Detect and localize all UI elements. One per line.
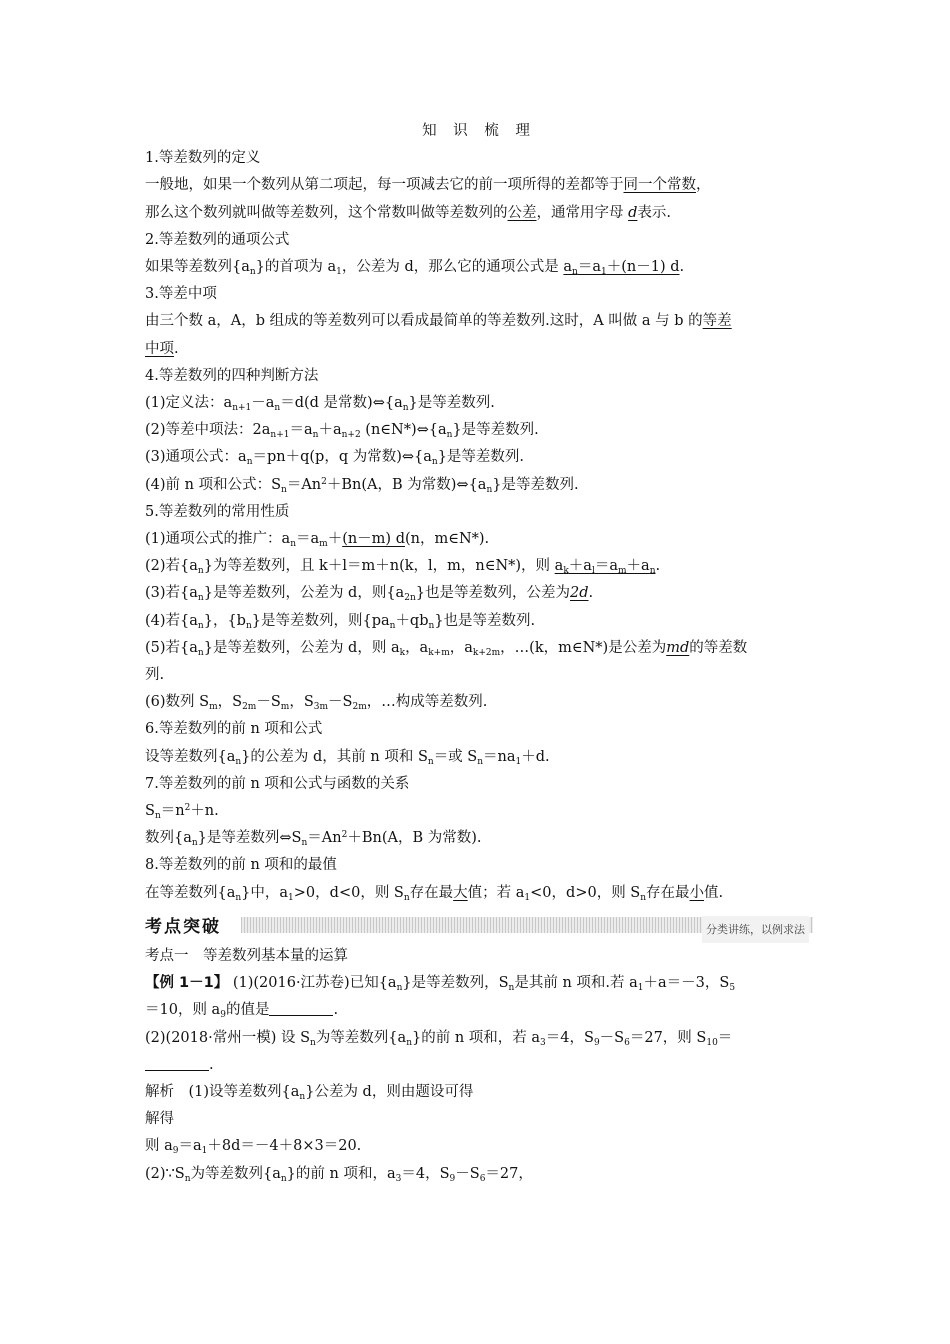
list-item: (3)若$\{a_n\}$是等差数列，公差为 d，则$\{a_{2n}\}$也是等差数列，公差为2d. xyxy=(145,585,594,604)
example-line: . xyxy=(145,1052,813,1079)
list-item: (1)定义法：$a_{n+1}-a_n=d(d$ 是常数)$\Leftrightarrow\{a_n\}$是等差数列. xyxy=(145,395,495,414)
solution-line: $(2)\because S_n$为等差数列$\{a_n\}$的前 n 项和，$a_3=4$，$S_9-S_6=27$， xyxy=(145,1165,533,1184)
paragraph: 一般地，如果一个数列从第二项起，每一项减去它的前一项所得的差都等于同一个常数， xyxy=(145,177,711,194)
example-label: 【例 1－1】 xyxy=(145,975,229,992)
solution-line: 则 $a_9=a_1+8d=-4+8\times 3=20$. xyxy=(145,1138,362,1157)
section-heading: 5.等差数列的常用性质 xyxy=(145,503,290,520)
list-item: (5)若$\{a_n\}$是等差数列，公差为 d，则 $a_k$，$a_{k+m}$，$a_{k+2m}$，…(k，m∈N*)是公差为md的等差数 xyxy=(145,639,748,658)
paragraph: 设等差数列$\{a_n\}$的公差为 d，其前 n 项和 $S_n=$或 $S_n=na_1+d$. xyxy=(145,748,550,767)
paragraph: 中项. xyxy=(145,340,179,357)
paragraph: 在等差数列$\{a_n\}$中，$a_1>0$，d<0，则 $S_n$存在最大值；若 $a_1<0$，d>0，则 $S_n$存在最小值. xyxy=(145,884,724,903)
list-item: (3)通项公式：$a_n=pn+q(p$，q 为常数)$\Leftrightarrow\{a_n\}$是等差数列. xyxy=(145,449,525,468)
section-heading: 2.等差数列的通项公式 xyxy=(145,231,290,248)
paragraph: $S_n=n^2+n$. xyxy=(145,803,219,822)
document-page xyxy=(145,118,813,1188)
list-item: (4)前 n 项和公式：$S_n=An^2+Bn(A$，B 为常数)$\Leftrightarrow\{a_n\}$是等差数列. xyxy=(145,476,579,495)
paragraph: 由三个数 a，A，b 组成的等差数列可以看成最简单的等差数列.这时，A 叫做 a 与 b 的等差 xyxy=(145,313,732,330)
section-heading: 3.等差中项 xyxy=(145,286,217,303)
example-line: (2)(2018·常州一模) 设 $S_n$为等差数列$\{a_n\}$的前 n 项和，若 $a_3=4$，$S_9-S_6=27$，则 $S_{10}=$ xyxy=(145,1029,733,1048)
list-item: (1)通项公式的推广：$a_n=a_m+(n-m)$ d(n，m∈N*). xyxy=(145,531,490,550)
list-item: (2)若$\{a_n\}$为等差数列，且 k＋l＝m＋n(k，l，m，n∈N*)，则 $a_k+a_l=a_m+a_n$. xyxy=(145,558,661,577)
page-title: 知 识 梳 理 xyxy=(422,123,536,139)
banner-title: 考点突破 xyxy=(145,914,227,941)
section-heading: 4.等差数列的四种判断方法 xyxy=(145,367,319,384)
paragraph: 那么这个数列就叫做等差数列，这个常数叫做等差数列的公差，通常用字母 d表示. xyxy=(145,204,672,221)
example-line: ＝10，则 $a_9$的值是 . xyxy=(145,1002,339,1021)
section-heading: 8.等差数列的前 n 项和的最值 xyxy=(145,857,337,874)
list-item-continued: 列. xyxy=(145,667,165,684)
banner-subtitle: 分类讲练，以例求法 xyxy=(702,916,809,943)
list-item: (2)等差中项法：$2a_{n+1}=a_n+a_{n+2}$ $(n\in N*)\Leftrightarrow\{a_n\}$是等差数列. xyxy=(145,422,539,441)
solution-line: 解析 (1)设等差数列$\{a_n\}$公差为 d，则由题设可得 xyxy=(145,1083,474,1102)
section-heading: 6.等差数列的前 n 项和公式 xyxy=(145,721,323,738)
list-item: (4)若$\{a_n\}$，$\{b_n\}$是等差数列，则$\{pa_n+qb_n\}$也是等差数列. xyxy=(145,612,536,631)
paragraph: 数列$\{a_n\}$是等差数列$\Leftrightarrow S_n=An^2+Bn(A$，B 为常数). xyxy=(145,830,482,849)
section-heading: 7.等差数列的前 n 项和公式与函数的关系 xyxy=(145,775,410,792)
list-item: (6)数列 $S_m$，$S_{2m}-S_m$，$S_{3m}-S_{2m}$，…构成等差数列. xyxy=(145,694,488,713)
section-heading: 1.等差数列的定义 xyxy=(145,150,261,167)
example-line: 【例 1－1】 (1)(2016·江苏卷)已知$\{a_n\}$是等差数列，$S_n$是其前 n 项和.若 $a_1+a=-3$，$S_5$ xyxy=(145,975,736,994)
answer-blank xyxy=(145,1055,209,1071)
answer-blank xyxy=(269,1000,333,1016)
solution-line: 解得 xyxy=(145,1111,174,1128)
section-banner xyxy=(145,915,813,937)
paragraph: 如果等差数列$\{a_n\}$的首项为 $a_1$，公差为 d，那么它的通项公式是 $a_n=a_1+(n-1)$ d. xyxy=(145,259,685,278)
topic-heading: 考点一 等差数列基本量的运算 xyxy=(145,947,348,964)
